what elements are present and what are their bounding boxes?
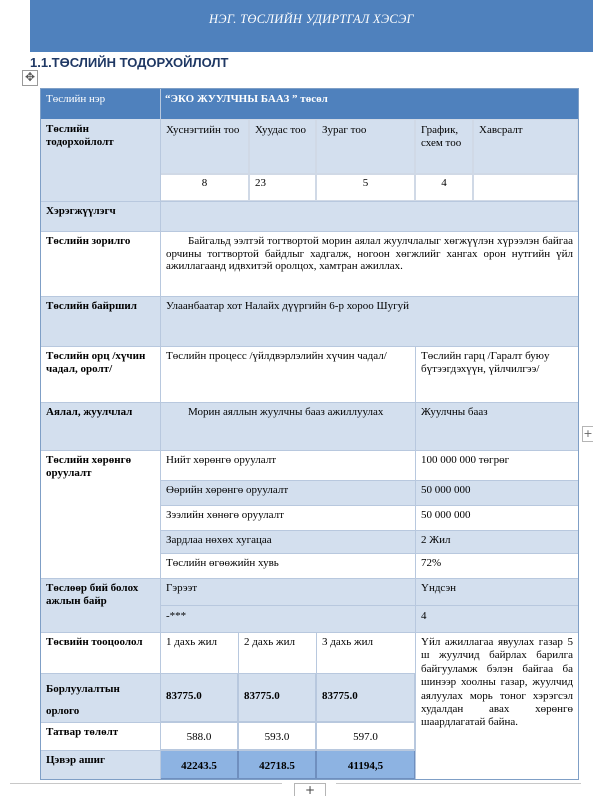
row-divider <box>160 553 578 554</box>
location-label: Төслийн байршил <box>41 296 160 346</box>
row-divider <box>41 673 415 674</box>
row-divider <box>41 578 578 579</box>
location-text: Улаанбаатар хот Налайх дүүргийн 6-р хороо Шугуй <box>160 296 578 346</box>
sales-label: Борлуулалтын орлого <box>41 673 160 722</box>
definition-val-tables: 8 <box>160 174 249 201</box>
jobs-permanent-value: 4 <box>415 605 578 632</box>
purpose-label: Төслийн зорилго <box>41 231 160 296</box>
row-divider <box>160 480 578 481</box>
cost-row-value: 50 000 000 <box>415 505 578 530</box>
row-divider <box>41 750 415 751</box>
cost-row-name: Зардлаа нөхөх хугацаа <box>160 530 415 553</box>
row-divider <box>41 201 578 202</box>
budget-label: Төсвийн тооцоолол <box>46 636 143 648</box>
year-2-label: 2 дахь жил <box>238 632 316 673</box>
cost-row-name: Зээлийн хөнөгө оруулалт <box>160 505 415 530</box>
jobs-permanent-label: Үндсэн <box>415 578 578 605</box>
net-profit-year-1: 42243.5 <box>160 750 238 779</box>
tourism-label: Аялал, жуулчлал <box>41 402 160 450</box>
tax-year-3: 597.0 <box>316 722 415 750</box>
definition-col-tables: Хуснэгтийн тоо <box>160 119 249 174</box>
section-banner: НЭГ. ТӨСЛИЙН УДИРТГАЛ ХЭСЭГ <box>30 0 593 52</box>
sales-year-1: 83775.0 <box>160 673 238 722</box>
cost-row-value: 50 000 000 <box>415 480 578 505</box>
page-edge-line <box>336 783 581 784</box>
definition-label: Төслийн тодорхойлолт <box>41 119 160 201</box>
definition-col-images: Зураг тоо <box>316 119 415 174</box>
tax-year-2: 593.0 <box>238 722 316 750</box>
cost-row-value: 100 000 000 төгрөг <box>415 450 578 480</box>
input-process: Төслийн процесс /үйлдвэрлэлийн хүчин чадал/ <box>160 346 415 402</box>
row-divider <box>41 231 578 232</box>
row-divider <box>160 505 578 506</box>
sales-year-3: 83775.0 <box>316 673 415 722</box>
net-profit-label: Цэвэр ашиг <box>41 750 160 779</box>
definition-col-graphs: График, схем тоо <box>415 119 473 174</box>
project-name-value: “ЭКО ЖУУЛЧНЫ БААЗ ” төсөл <box>160 89 578 119</box>
jobs-label: Төслөөр бий болох ажлын байр <box>41 578 160 632</box>
purpose-text: Байгальд ээлтэй тогтвортой морин аялал жуулчлалыг хөгжүүлэн хүрээлэн байгаа орчины тогтвортой байдлыг хадгалж, ногоон хөгжлийг хангах орон нутгийн үйл ажиллагаанд идвхитэй оролцох, хамтран ажиллах. <box>160 231 578 296</box>
input-output: Төслийн гарц /Гаралт буюу бүтээгдэхүүн, үйлчилгээ/ <box>415 346 578 402</box>
project-name-label: Төслийн нэр <box>41 89 160 119</box>
tax-year-1: 588.0 <box>160 722 238 750</box>
row-divider <box>160 530 578 531</box>
cost-row-value: 2 Жил <box>415 530 578 553</box>
budget-note: Үйл ажиллагаа явуулах газар 5 ш жуулчид байрлах барилга байгууламж бэлэн байгаа ба шинээр хоолны газар, жуулчид аялуулах морь тоног хэрэгсэл худалдан авах хөрөнгө шаардлагатай байна. <box>415 632 578 779</box>
cost-row-name: Төслийн өгөөжийн хувь <box>160 553 415 578</box>
cost-row-name: Нийт хөрөнгө оруулалт <box>160 450 415 480</box>
row-divider <box>41 450 578 451</box>
definition-val-attachments <box>473 174 578 201</box>
section-heading: 1.1.ТӨСЛИЙН ТОДОРХОЙЛОЛТ <box>30 55 229 70</box>
year-3-label: 3 дахь жил <box>316 632 415 673</box>
definition-val-graphs: 4 <box>415 174 473 201</box>
jobs-contract-label: Гэрээт <box>160 578 415 605</box>
row-divider <box>41 296 578 297</box>
add-row-icon[interactable]: + <box>294 783 326 796</box>
tourism-right: Жуулчны бааз <box>415 402 578 450</box>
definition-val-pages: 23 <box>249 174 316 201</box>
year-1-label: 1 дахь жил <box>160 632 238 673</box>
input-label: Төслийн орц /хүчин чадал, оролт/ <box>46 350 146 375</box>
row-divider <box>41 722 415 723</box>
row-divider <box>41 402 578 403</box>
row-divider <box>41 346 578 347</box>
definition-col-attachments: Хавсралт <box>473 119 578 174</box>
tourism-left: Морин аяллын жуулчны бааз ажиллуулах <box>160 402 415 450</box>
jobs-contract-value: -*** <box>160 605 415 632</box>
definition-col-pages: Хуудас тоо <box>249 119 316 174</box>
net-profit-year-2: 42718.5 <box>238 750 316 779</box>
tax-label: Татвар төлөлт <box>46 726 119 738</box>
page-edge-line <box>10 783 282 784</box>
implementer-value <box>160 201 578 231</box>
add-column-icon[interactable]: + <box>583 427 593 440</box>
net-profit-year-3: 41194,5 <box>316 750 415 779</box>
row-divider <box>41 632 578 633</box>
implementer-label: Хэрэгжүүлэгч <box>41 201 160 231</box>
cost-row-value: 72% <box>415 553 578 578</box>
sales-year-2: 83775.0 <box>238 673 316 722</box>
definition-val-images: 5 <box>316 174 415 201</box>
table-move-handle-icon[interactable]: ✥ <box>22 70 38 86</box>
cost-row-name: Өөрийн хөрөнгө оруулалт <box>160 480 415 505</box>
cost-label: Төслийн хөрөнгө оруулалт <box>46 454 132 479</box>
column-divider <box>160 89 161 779</box>
